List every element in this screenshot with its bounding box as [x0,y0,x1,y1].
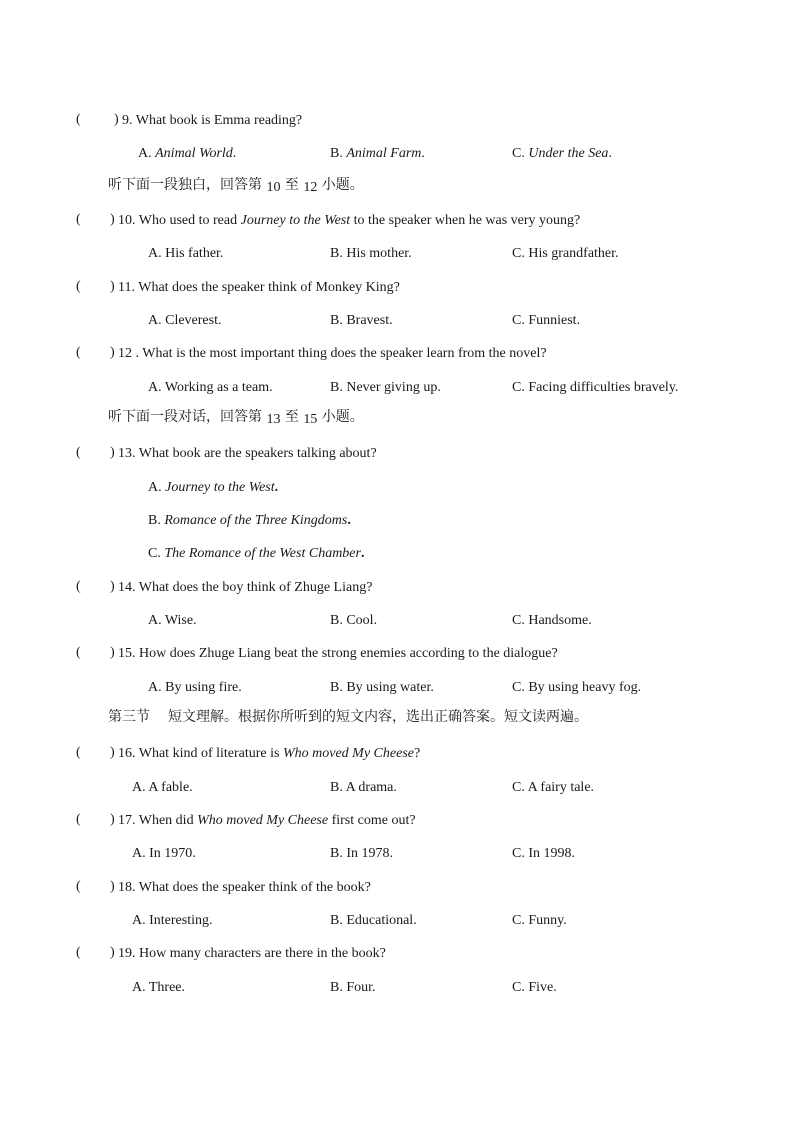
q18-option-b: B. Educational. [330,913,417,928]
question-9-stem: 9. What book is Emma reading? [122,113,303,128]
question-14-stem: 14. What does the boy think of Zhuge Liang? [118,580,373,595]
question-12-stem: 12 . What is the most important thing does the speaker learn from the novel? [118,346,547,361]
question-16-stem: 16. What kind of literature is Who moved My Cheese? [118,746,421,761]
answer-blank-open: ( [76,445,81,460]
q16-option-c: C. A fairy tale. [512,780,595,795]
q17-option-c: C. In 1998. [512,846,575,861]
answer-blank-close: ) [110,579,115,594]
q13-option-c: C. The Romance of the West Chamber. [148,546,365,561]
answer-blank-open: ( [76,645,81,660]
q12-option-a: A. Working as a team. [148,380,273,395]
question-15-stem: 15. How does Zhuge Liang beat the strong enemies according to the dialogue? [118,646,558,661]
section-instruction-10-12: 听下面一段独白，回答第 10 至 12 小题。 [108,177,364,195]
q17-option-b: B. In 1978. [330,846,393,861]
q14-option-a: A. Wise. [148,613,197,628]
answer-blank-open: ( [76,745,81,760]
q18-option-a: A. Interesting. [132,913,213,928]
answer-blank-close: ) [110,279,115,294]
q10-option-a: A. His father. [148,246,224,261]
question-17-stem: 17. When did Who moved My Cheese first come out? [118,813,416,828]
question-18-stem: 18. What does the speaker think of the book? [118,880,371,895]
answer-blank-close: ) [110,445,115,460]
question-13-stem: 13. What book are the speakers talking about? [118,446,377,461]
question-19-stem: 19. How many characters are there in the book? [118,946,386,961]
answer-blank-open: ( [76,945,81,960]
q11-option-a: A. Cleverest. [148,313,222,328]
q10-option-b: B. His mother. [330,246,412,261]
answer-blank-close: ) [110,345,115,360]
section-instruction-13-15: 听下面一段对话，回答第 13 至 15 小题。 [108,409,364,427]
q17-option-a: A. In 1970. [132,846,196,861]
answer-blank-close: ) [114,112,119,127]
q15-option-b: B. By using water. [330,680,434,695]
answer-blank-close: ) [110,945,115,960]
answer-blank-close: ) [110,745,115,760]
answer-blank-open: ( [76,112,81,127]
question-10-stem: 10. Who used to read Journey to the West to the speaker when he was very young? [118,213,581,228]
answer-blank-close: ) [110,645,115,660]
q19-option-b: B. Four. [330,980,376,995]
q12-option-b: B. Never giving up. [330,380,441,395]
q15-option-a: A. By using fire. [148,680,242,695]
q11-option-c: C. Funniest. [512,313,581,328]
answer-blank-close: ) [110,212,115,227]
q18-option-c: C. Funny. [512,913,567,928]
q15-option-c: C. By using heavy fog. [512,680,642,695]
q10-option-c: C. His grandfather. [512,246,619,261]
q16-option-a: A. A fable. [132,780,193,795]
q11-option-b: B. Bravest. [330,313,393,328]
section-3-heading [108,708,588,726]
q9-option-c: C. Under the Sea. [512,146,612,161]
q19-option-a: A. Three. [132,980,185,995]
q13-option-a: A. Journey to the West. [148,480,279,495]
answer-blank-open: ( [76,279,81,294]
question-11-stem: 11. What does the speaker think of Monkey King? [118,280,400,295]
q9-option-a: A. Animal World. [138,146,237,161]
answer-blank-close: ) [110,879,115,894]
section-3-label: 第三节 [108,709,150,725]
q9-option-b: B. Animal Farm. [330,146,425,161]
q16-option-b: B. A drama. [330,780,397,795]
q13-option-b: B. Romance of the Three Kingdoms. [148,513,351,528]
answer-blank-open: ( [76,212,81,227]
section-3-instruction: 短文理解。根据你所听到的短文内容，选出正确答案。短文读两遍。 [168,709,588,725]
answer-blank-open: ( [76,812,81,827]
answer-blank-open: ( [76,579,81,594]
answer-blank-close: ) [110,812,115,827]
q19-option-c: C. Five. [512,980,557,995]
q12-option-c: C. Facing difficulties bravely. [512,380,679,395]
q14-option-b: B. Cool. [330,613,378,628]
answer-blank-open: ( [76,879,81,894]
q14-option-c: C. Handsome. [512,613,592,628]
answer-blank-open: ( [76,345,81,360]
